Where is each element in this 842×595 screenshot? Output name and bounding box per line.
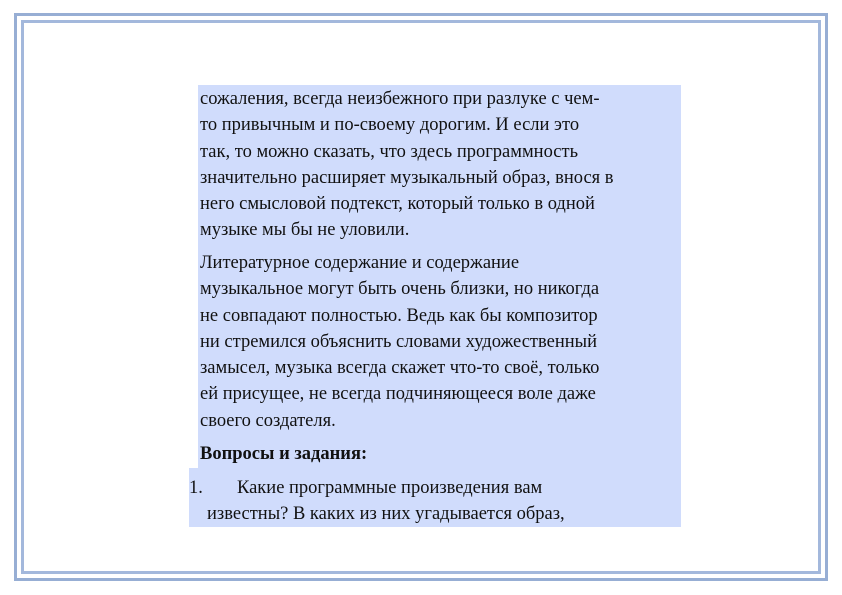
question-text-line-2: известны? В каких из них угадывается образ, [207,504,565,524]
paragraph-2: Литературное содержание и содержание музыкальное могут быть очень близки, но никогда не совпадают полностью. Ведь как бы композитор ни стремился объяснить словами художественный замысел, музыка всегда скажет что-то своё, только ей присущее, не всегда подчиняющееся воле даже своего создателя. [200,253,600,431]
paragraph-1: сожаления, всегда неизбежного при разлуке с чем- то привычным и по-своему дорогим. И если это так, то можно сказать, что здесь программность значительно расширяет музыкальный образ, внося в него смысловой подтекст, который только в одной музыке мы бы не уловили. [200,89,614,241]
question-text-line-1: Какие программные произведения вам [237,478,543,498]
questions-heading: Вопросы и задания: [200,444,368,464]
question-number: 1. [189,478,203,498]
